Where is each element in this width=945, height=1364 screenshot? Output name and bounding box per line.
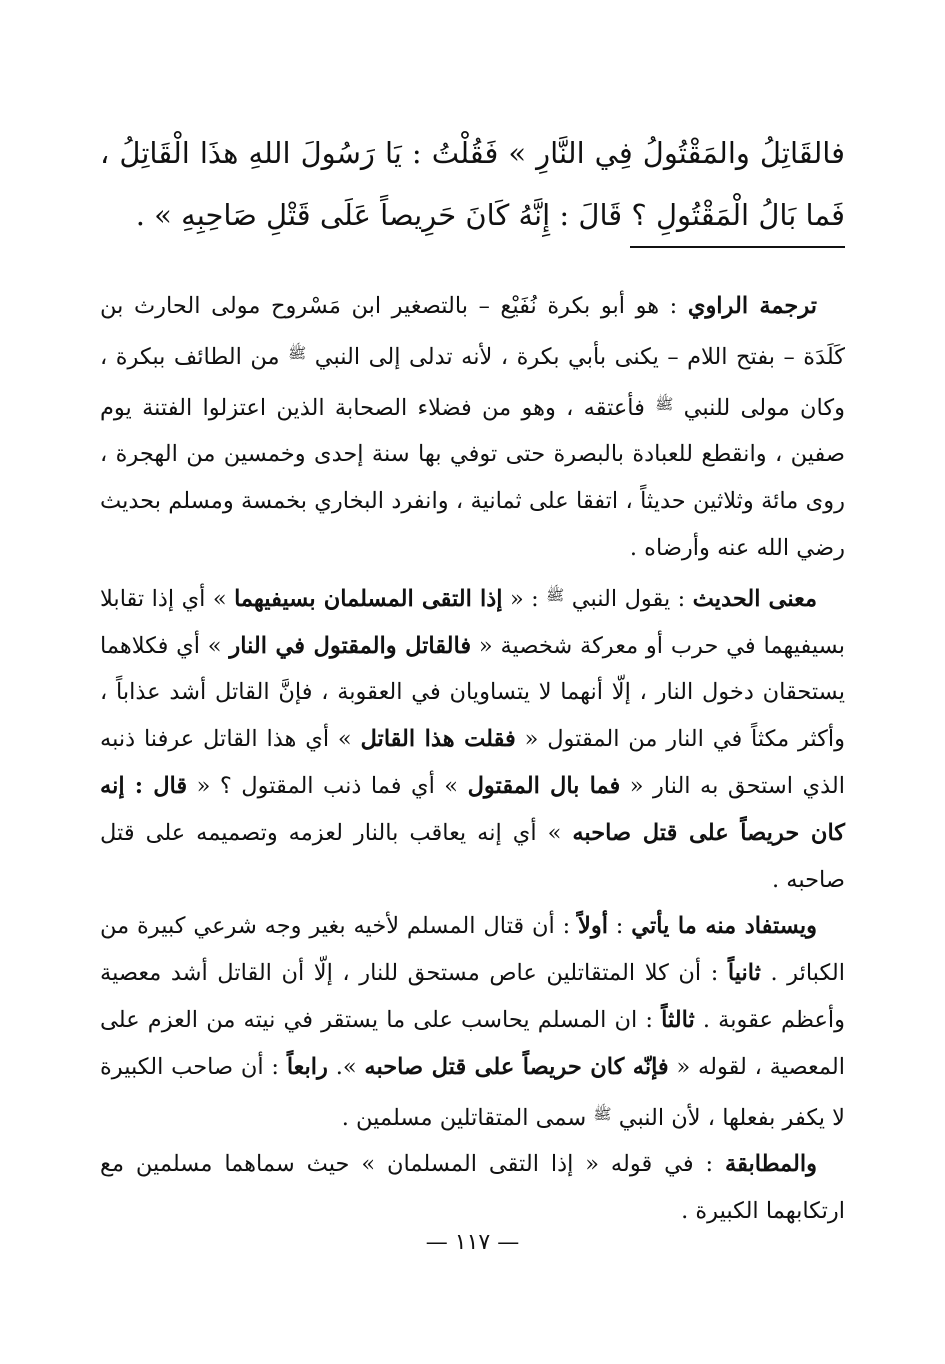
footnote-divider [630, 246, 845, 248]
benefit-text-fourth: : أن صاحب الكبيرة لا يكفر بفعلها ، لأن النبي [100, 1053, 845, 1131]
narrator-heading: ترجمة الراوي [687, 293, 817, 319]
meaning-quote: قال : إنه كان حريصاً على قتل صاحبه [100, 772, 846, 846]
benefit-label-fourth: رابعاً [286, 1053, 328, 1080]
meaning-text: » أي هذا القاتل عرفنا ذنبه الذي استحق به النار « [100, 726, 846, 799]
page-number: — ١١٧ — [425, 1230, 520, 1255]
meaning-text: » أي إذا تقابلا بسيفيهما في حرب أو معركة شخصية « [100, 585, 845, 659]
meaning-quote: فقلت هذا القاتل [360, 726, 516, 753]
hadith-text [100, 122, 845, 246]
benefit-text-third: : ان المسلم يحاسب على ما يستقر في نيته من العزم على المعصية ، لقوله « [100, 1006, 846, 1080]
correspondence-paragraph [100, 1141, 845, 1235]
benefit-text-third-end: ». [335, 1053, 357, 1080]
benefits-text: : [615, 913, 624, 940]
meaning-text: » أي فما ذنب المقتول ؟ « [196, 772, 459, 799]
salla-glyph-icon: ﷺ [288, 343, 307, 362]
meaning-text: » أي فكلاهما يستحقان دخول النار ، إلّا أنهما لا يتساويان في العقوبة ، فإنَّ القاتل أشد عذاباً ، وأكثر مكثاً في النار من المقتول « [100, 632, 846, 753]
narrator-text-3: فأعتقه ، وهو من فضلاء الصحابة الذين اعتزلوا الفتنة يوم صفين ، وانقطع للعبادة بالبصرة حتى توفي بها سنة إحدى وخمسين من الهجرة ، روى مائة وثلاثين حديثاً ، اتفقا على ثمانية ، وانفرد البخاري بخمسة ومسلم بحديث رضي الله عنه وأرضاه . [100, 394, 845, 561]
narrator-text-2: من الطائف ببكرة ، وكان مولى للنبي [100, 343, 845, 421]
benefit-label-third: ثالثاً [661, 1006, 695, 1033]
meaning-heading: معنى الحديث [692, 585, 818, 612]
narrator-paragraph [100, 283, 845, 572]
hadith-line: فالقَاتِلُ والمَقْتُولُ فِي النَّارِ » فَقُلْتُ : يَا رَسُولَ اللهِ هذَا الْقَاتِلُ ، فَما بَالُ الْمَقْتُولِ ؟ قَالَ : إِنَّهُ كَانَ حَرِيصاً عَلَى قَتْلِ صَاحِبِهِ » . [100, 136, 845, 232]
salla-glyph-icon: ﷺ [655, 394, 674, 413]
benefit-text-fourth-end: سمى المتقاتلين مسلمين . [341, 1104, 587, 1131]
narrator-text: : هو أبو بكرة نُفَيْع – بالتصغير ابن مَسْروح مولى الحارث بن كَلَدَة – بفتح اللام – يكنى بأبي بكرة ، لأنه تدلى إلى النبي [100, 293, 845, 370]
correspondence-heading: والمطابقة [725, 1151, 817, 1178]
meaning-paragraph [100, 572, 845, 904]
benefit-text-second: : أن كلا المتقاتلين عاص مستحق للنار ، إلّا أن القاتل أشد معصية وأعظم عقوبة . [100, 960, 846, 1033]
benefit-quote-third: فإنّه كان حريصاً على قتل صاحبه [364, 1053, 669, 1080]
meaning-quote: إذا التقى المسلمان بسيفيهما [234, 585, 503, 612]
salla-glyph-icon: ﷺ [546, 585, 565, 604]
salla-glyph-icon: ﷺ [593, 1104, 612, 1123]
meaning-quote: فما بال المقتول [467, 772, 621, 799]
benefit-label-first: أولاً [578, 913, 608, 940]
commentary [100, 283, 845, 1235]
benefits-heading: ويستفاد منه ما يأتي [631, 913, 817, 940]
meaning-text: » أي إنه يعاقب بالنار لعزمه وتصميمه على قتل صاحبه . [100, 819, 845, 893]
benefit-text-first: : أن قتال المسلم لأخيه بغير وجه شرعي كبيرة من الكبائر . [100, 913, 846, 987]
correspondence-text: : في قوله « إذا التقى المسلمان » حيث سماهما مسلمين مع ارتكابهما الكبيرة . [100, 1151, 845, 1225]
meaning-text: : « [509, 585, 539, 612]
benefits-paragraph [100, 903, 845, 1141]
benefit-label-second: ثانياً [727, 960, 761, 987]
meaning-text: : يقول النبي [571, 585, 686, 612]
meaning-quote: فالقاتل والمقتول في النار [229, 632, 472, 659]
